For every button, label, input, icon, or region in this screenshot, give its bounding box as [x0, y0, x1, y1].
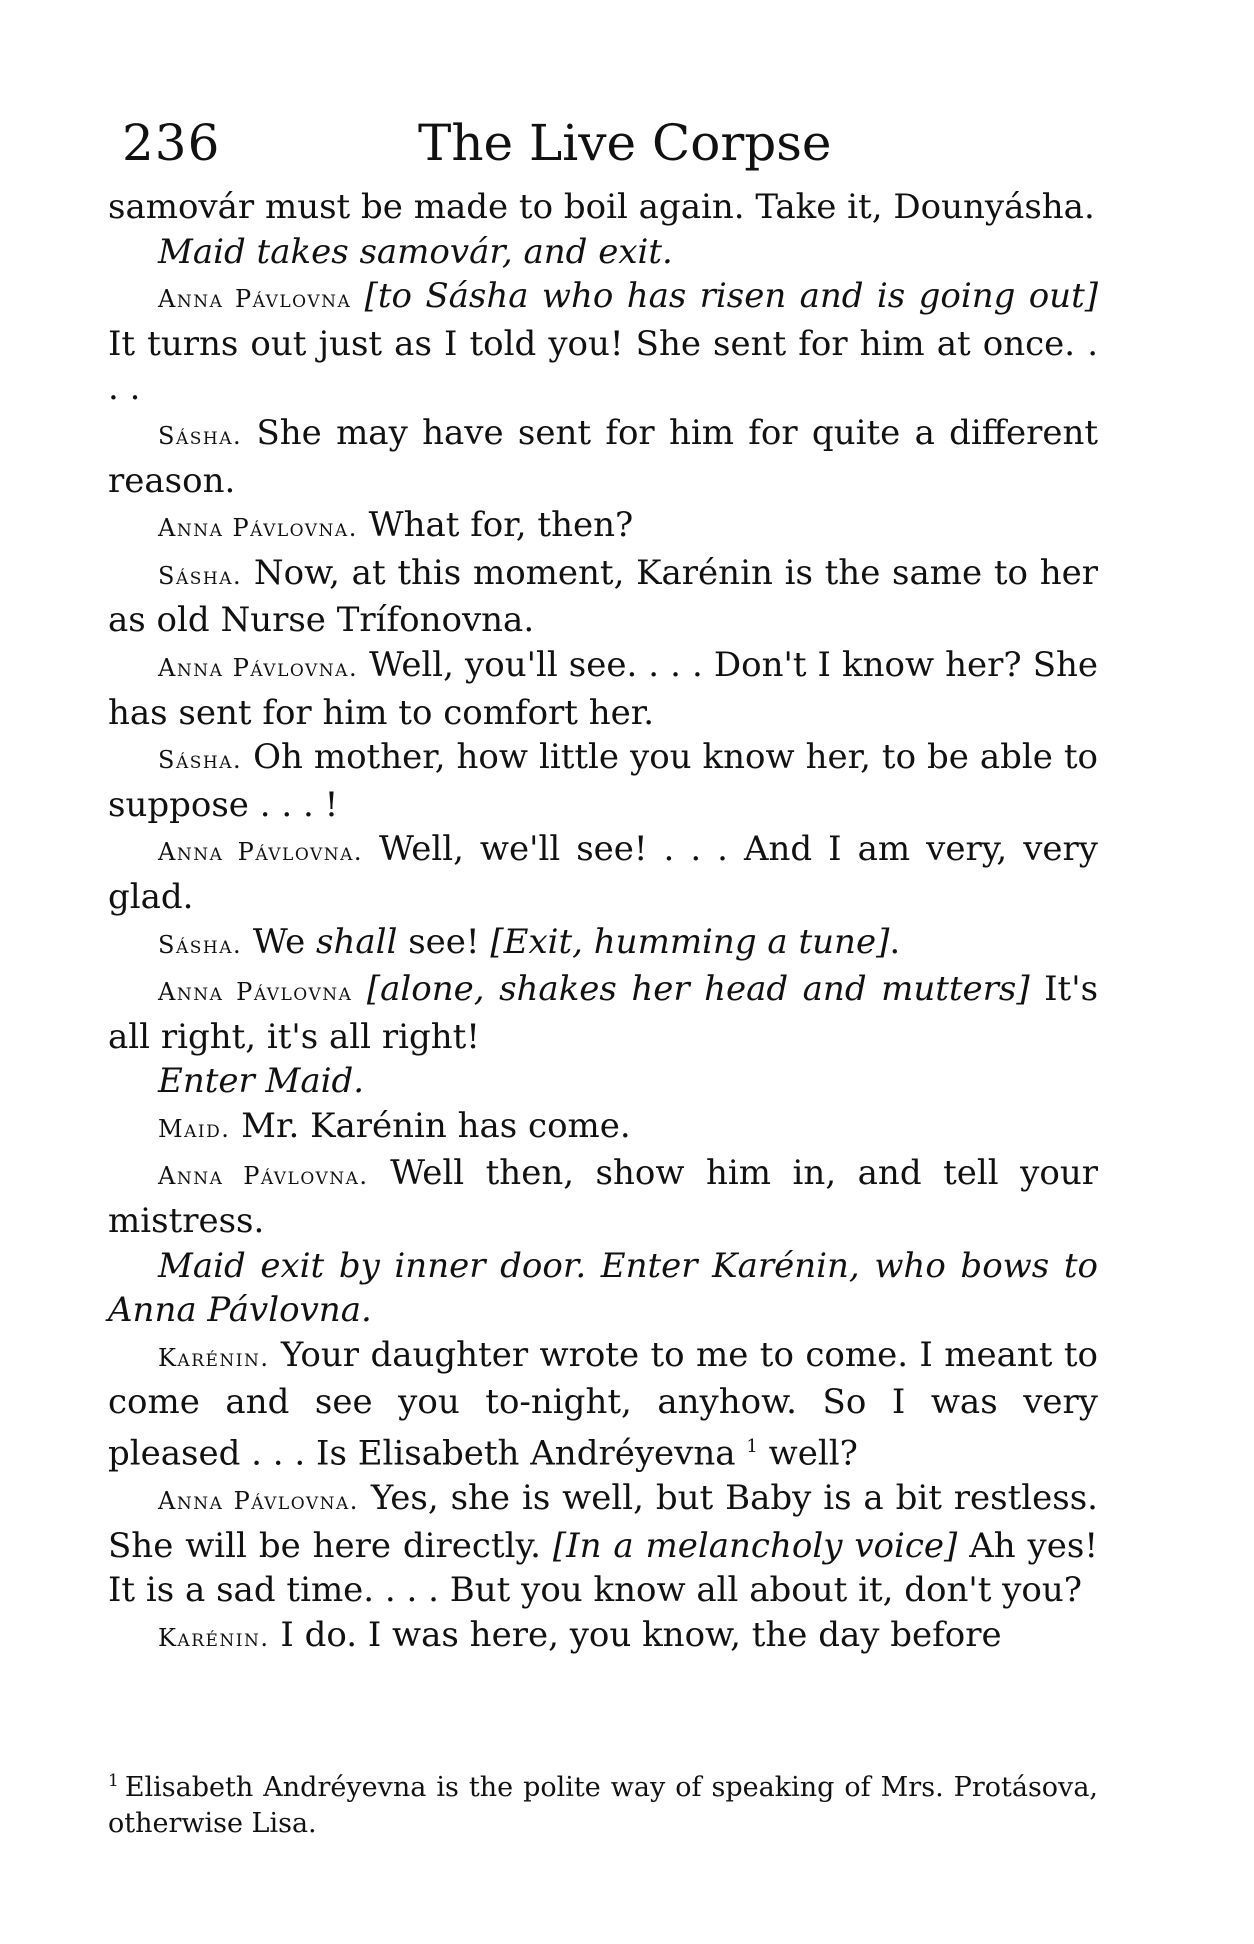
- line-text: samovár must be made to boil again. Take it, Dounyásha.: [108, 187, 1095, 227]
- separator: [270, 1615, 281, 1655]
- separator: [242, 737, 253, 777]
- speaker-name: Sásha.: [158, 561, 243, 590]
- speech-text: I do. I was here, you know, the day before: [280, 1614, 1002, 1655]
- play-text: [108, 185, 1098, 1660]
- speaker-name: Anna Pávlovna: [158, 978, 353, 1007]
- speech: [108, 920, 1098, 968]
- stage-direction-inline: [In a melancholy voice]: [552, 1525, 958, 1566]
- speech-text: Oh mother, how little you know her, to be able to suppose . . . !: [108, 737, 1099, 825]
- speaker-name: Maid.: [158, 1114, 231, 1143]
- speech-text: .: [889, 921, 901, 962]
- speaker-name: Sásha.: [158, 421, 243, 450]
- running-title: The Live Corpse: [418, 114, 832, 172]
- speech-text: She may have sent for him for quite a different reason.: [108, 412, 1098, 501]
- speaker-name: Sásha.: [158, 746, 243, 775]
- speech: [108, 551, 1098, 643]
- separator: [358, 645, 369, 685]
- separator: [369, 1153, 391, 1193]
- speech-text: It's all right, it's all right!: [108, 969, 1099, 1057]
- speech: [108, 967, 1098, 1059]
- speech-text: Ah yes! It is a sad time. . . . But you know all about it, don't you?: [108, 1525, 1098, 1611]
- separator: [351, 276, 364, 316]
- stage-direction-inline: shall: [316, 921, 398, 962]
- speaker-name: Anna Pávlovna: [158, 285, 352, 314]
- speaker-name: Anna Pávlovna.: [158, 1486, 359, 1515]
- continued-text: [108, 185, 1098, 230]
- speech-text: Now, at this moment, Karénin is the same to her as old Nurse Trífonovna.: [108, 552, 1098, 641]
- speech-text: We: [242, 921, 317, 962]
- speaker-name: Karénin.: [158, 1343, 270, 1372]
- separator: [242, 413, 256, 453]
- speech-text: Your daughter wrote to me to come. I meant to come and see you to-night, anyhow. So I was very pleased . . . Is Elisabeth Andréyevna: [108, 1334, 1098, 1474]
- stage-direction-text: Maid exit by inner door. Enter Karénin, who bows to Anna Pávlovna.: [108, 1245, 1098, 1331]
- speech-text: well?: [757, 1433, 858, 1474]
- stage-direction-text: Maid takes samovár, and exit.: [158, 231, 673, 272]
- speaker-name: Karénin.: [158, 1623, 270, 1652]
- speech: [108, 503, 1098, 551]
- separator: [242, 553, 254, 593]
- speech: [108, 1151, 1098, 1243]
- footnote: [108, 1763, 1098, 1842]
- speaker-name: Anna Pávlovna.: [158, 653, 359, 682]
- footnote-text: Elisabeth Andréyevna is the polite way of speaking of Mrs. Protásova, otherwise Lisa.: [108, 1772, 1098, 1839]
- stage-direction-inline: [Exit, humming a tune]: [490, 921, 890, 962]
- separator: [230, 1106, 241, 1146]
- speaker-name: Anna Pávlovna.: [158, 514, 358, 543]
- footnote-mark: 1: [108, 1771, 119, 1791]
- stage-direction: [108, 1244, 1098, 1333]
- speech-text: Yes, she is well, but Baby is a bit restless. She will be here directly.: [108, 1477, 1098, 1566]
- speech-text: Mr. Karénin has come.: [241, 1105, 631, 1146]
- speech: [108, 827, 1098, 919]
- speech-text: What for, then?: [368, 505, 634, 546]
- separator: [352, 969, 367, 1009]
- speech: [108, 1333, 1098, 1476]
- footnote-reference: 1: [746, 1436, 758, 1458]
- page-number: 236: [122, 114, 221, 172]
- speech: [108, 1104, 1098, 1152]
- speaker-name: Anna Pávlovna.: [158, 1162, 369, 1191]
- speech: [108, 1613, 1098, 1661]
- speech-text: It turns out just as I told you! She sent for him at once. . . .: [108, 323, 1098, 409]
- stage-direction-inline: [alone, shakes her head and mutters]: [366, 969, 1030, 1010]
- speech-text: see!: [397, 921, 491, 962]
- speech-text: Well, we'll see! . . . And I am very, very glad.: [108, 829, 1098, 917]
- speech-text: Well, you'll see. . . . Don't I know her? She has sent for him to comfort her.: [108, 644, 1099, 733]
- speech: [108, 643, 1098, 735]
- separator: [363, 829, 379, 869]
- stage-direction: [108, 1059, 1098, 1104]
- speech: [108, 274, 1098, 411]
- separator: [358, 505, 369, 545]
- speaker-name: Anna Pávlovna.: [158, 838, 364, 867]
- speech: [108, 411, 1098, 503]
- speech: [108, 735, 1098, 827]
- stage-direction-text: Enter Maid.: [158, 1061, 365, 1102]
- speech: [108, 1476, 1098, 1613]
- stage-direction-inline: [to Sásha who has risen and is going out]: [364, 276, 1098, 317]
- running-header: [122, 108, 1082, 178]
- speaker-name: Sásha.: [158, 930, 243, 959]
- stage-direction: [108, 230, 1098, 275]
- speech-text: Well then, show him in, and tell your mistress.: [108, 1153, 1098, 1242]
